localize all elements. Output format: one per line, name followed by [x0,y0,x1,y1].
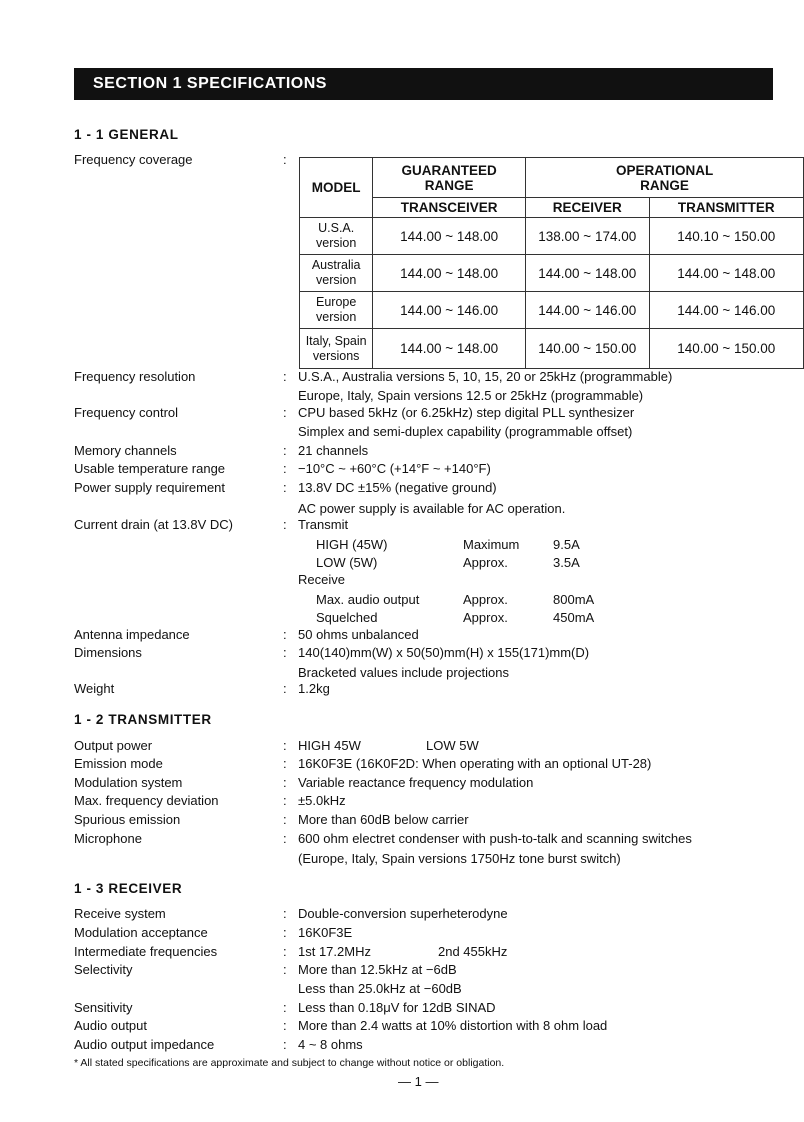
page-number: — 1 — [398,1074,439,1089]
colon: : [283,793,287,808]
spec-label: Frequency coverage [74,152,193,167]
cell-transmitter: 140.00 ~ 150.00 [649,329,803,369]
spec-value: Less than 25.0kHz at −60dB [298,981,462,996]
current-mode: HIGH (45W) [316,537,388,552]
colon: : [283,962,287,977]
colon: : [283,925,287,940]
th-transmitter: TRANSMITTER [649,198,803,218]
spec-value: 1.2kg [298,681,330,696]
table-row [300,329,804,369]
spec-value: 2nd 455kHz [438,944,508,959]
spec-label: Audio output [74,1018,148,1033]
section-header: SECTION 1 SPECIFICATIONS [74,68,773,100]
spec-label: Emission mode [74,756,163,771]
colon: : [283,812,287,827]
section-general-title: 1 - 1 GENERAL [74,127,179,142]
cell-receiver: 144.00 ~ 148.00 [525,255,649,292]
cell-transmitter: 140.10 ~ 150.00 [649,218,803,255]
colon: : [283,369,287,384]
section-transmitter-title: 1 - 2 TRANSMITTER [74,712,212,727]
colon: : [283,627,287,642]
table-row [300,218,804,255]
current-mode: Max. audio output [316,592,420,607]
cell-transceiver: 144.00 ~ 148.00 [373,255,526,292]
spec-label: Output power [74,738,153,753]
model-name: U.S.A. [318,221,355,235]
spec-label: Dimensions [74,645,142,660]
current-value: 450mA [553,610,595,625]
spec-label: Audio output impedance [74,1037,215,1052]
spec-label: Receive system [74,906,166,921]
colon: : [283,152,287,167]
spec-label: Modulation system [74,775,183,790]
colon: : [283,645,287,660]
spec-value: 600 ohm electret condenser with push-to-talk and scanning switches [298,831,692,846]
spec-value: (Europe, Italy, Spain versions 1750Hz tone burst switch) [298,851,621,866]
spec-label: Frequency control [74,405,179,420]
model-suffix: version [316,310,357,324]
cell-transmitter: 144.00 ~ 148.00 [649,255,803,292]
current-value: 3.5A [553,555,580,570]
current-value: 9.5A [553,537,580,552]
model-name: Europe [316,295,357,309]
table-row [300,292,804,329]
colon: : [283,944,287,959]
spec-label: Spurious emission [74,812,181,827]
spec-label: Weight [74,681,115,696]
colon: : [283,405,287,420]
spec-label: Current drain (at 13.8V DC) [74,517,233,532]
spec-label: Selectivity [74,962,133,977]
spec-value: 13.8V DC ±15% (negative ground) [298,480,497,495]
model-suffix: versions [312,348,360,363]
th-guaranteed: GUARANTEED RANGE [373,158,526,198]
spec-value: HIGH 45W [298,738,361,753]
spec-value: More than 2.4 watts at 10% distortion with 8 ohm load [298,1018,608,1033]
spec-value: 21 channels [298,443,369,458]
spec-value: 140(140)mm(W) x 50(50)mm(H) x 155(171)mm(D) [298,645,590,660]
spec-label: Antenna impedance [74,627,190,642]
colon: : [283,461,287,476]
spec-value: 4 ~ 8 ohms [298,1037,363,1052]
spec-value: Simplex and semi-duplex capability (programmable offset) [298,424,633,439]
colon: : [283,1000,287,1015]
colon: : [283,738,287,753]
th-receiver: RECEIVER [525,198,649,218]
spec-value: More than 60dB below carrier [298,812,469,827]
spec-label: Sensitivity [74,1000,133,1015]
spec-value: LOW 5W [426,738,479,753]
spec-value: Receive [298,572,345,587]
current-qualifier: Maximum [463,537,520,552]
section-receiver-title: 1 - 3 RECEIVER [74,881,183,896]
colon: : [283,756,287,771]
cell-transceiver: 144.00 ~ 148.00 [373,329,526,369]
colon: : [283,1018,287,1033]
model-name: Australia [311,258,361,272]
table-row [300,255,804,292]
model-name: Italy, Spain [305,333,367,348]
spec-value: Double-conversion superheterodyne [298,906,508,921]
model-suffix: version [316,236,357,250]
colon: : [283,906,287,921]
footnote: * All stated specifications are approximate and subject to change without notice or obligation. [74,1057,505,1069]
th-operational: OPERATIONAL RANGE [525,158,803,198]
th-model: MODEL [300,158,373,218]
spec-label: Usable temperature range [74,461,226,476]
spec-label: Frequency resolution [74,369,196,384]
current-mode: LOW (5W) [316,555,378,570]
cell-transceiver: 144.00 ~ 148.00 [373,218,526,255]
spec-value: AC power supply is available for AC operation. [298,501,566,516]
spec-label: Microphone [74,831,142,846]
spec-label: Memory channels [74,443,177,458]
cell-receiver: 144.00 ~ 146.00 [525,292,649,329]
spec-value: 1st 17.2MHz [298,944,371,959]
spec-label: Power supply requirement [74,480,226,495]
current-value: 800mA [553,592,595,607]
current-qualifier: Approx. [463,592,508,607]
spec-value: 16K0F3E [298,925,353,940]
spec-value: −10°C ~ +60°C (+14°F ~ +140°F) [298,461,491,476]
cell-receiver: 138.00 ~ 174.00 [525,218,649,255]
spec-value: 16K0F3E (16K0F2D: When operating with an optional UT-28) [298,756,652,771]
spec-value: Less than 0.18μV for 12dB SINAD [298,1000,496,1015]
spec-value: ±5.0kHz [298,793,346,808]
colon: : [283,681,287,696]
model-suffix: version [316,273,357,287]
cell-transmitter: 144.00 ~ 146.00 [649,292,803,329]
spec-value: CPU based 5kHz (or 6.25kHz) step digital PLL synthesizer [298,405,635,420]
current-qualifier: Approx. [463,610,508,625]
colon: : [283,443,287,458]
spec-value: 50 ohms unbalanced [298,627,419,642]
colon: : [283,480,287,495]
colon: : [283,775,287,790]
spec-label: Max. frequency deviation [74,793,219,808]
spec-value: U.S.A., Australia versions 5, 10, 15, 20 or 25kHz (programmable) [298,369,673,384]
spec-value: Europe, Italy, Spain versions 12.5 or 25kHz (programmable) [298,388,644,403]
spec-value: More than 12.5kHz at −6dB [298,962,457,977]
frequency-table [299,157,804,369]
spec-value: Variable reactance frequency modulation [298,775,534,790]
spec-value: Bracketed values include projections [298,665,510,680]
colon: : [283,1037,287,1052]
current-mode: Squelched [316,610,378,625]
spec-value: Transmit [298,517,349,532]
cell-transceiver: 144.00 ~ 146.00 [373,292,526,329]
colon: : [283,517,287,532]
colon: : [283,831,287,846]
current-qualifier: Approx. [463,555,508,570]
cell-receiver: 140.00 ~ 150.00 [525,329,649,369]
th-transceiver: TRANSCEIVER [373,198,526,218]
spec-label: Modulation acceptance [74,925,208,940]
spec-label: Intermediate frequencies [74,944,218,959]
